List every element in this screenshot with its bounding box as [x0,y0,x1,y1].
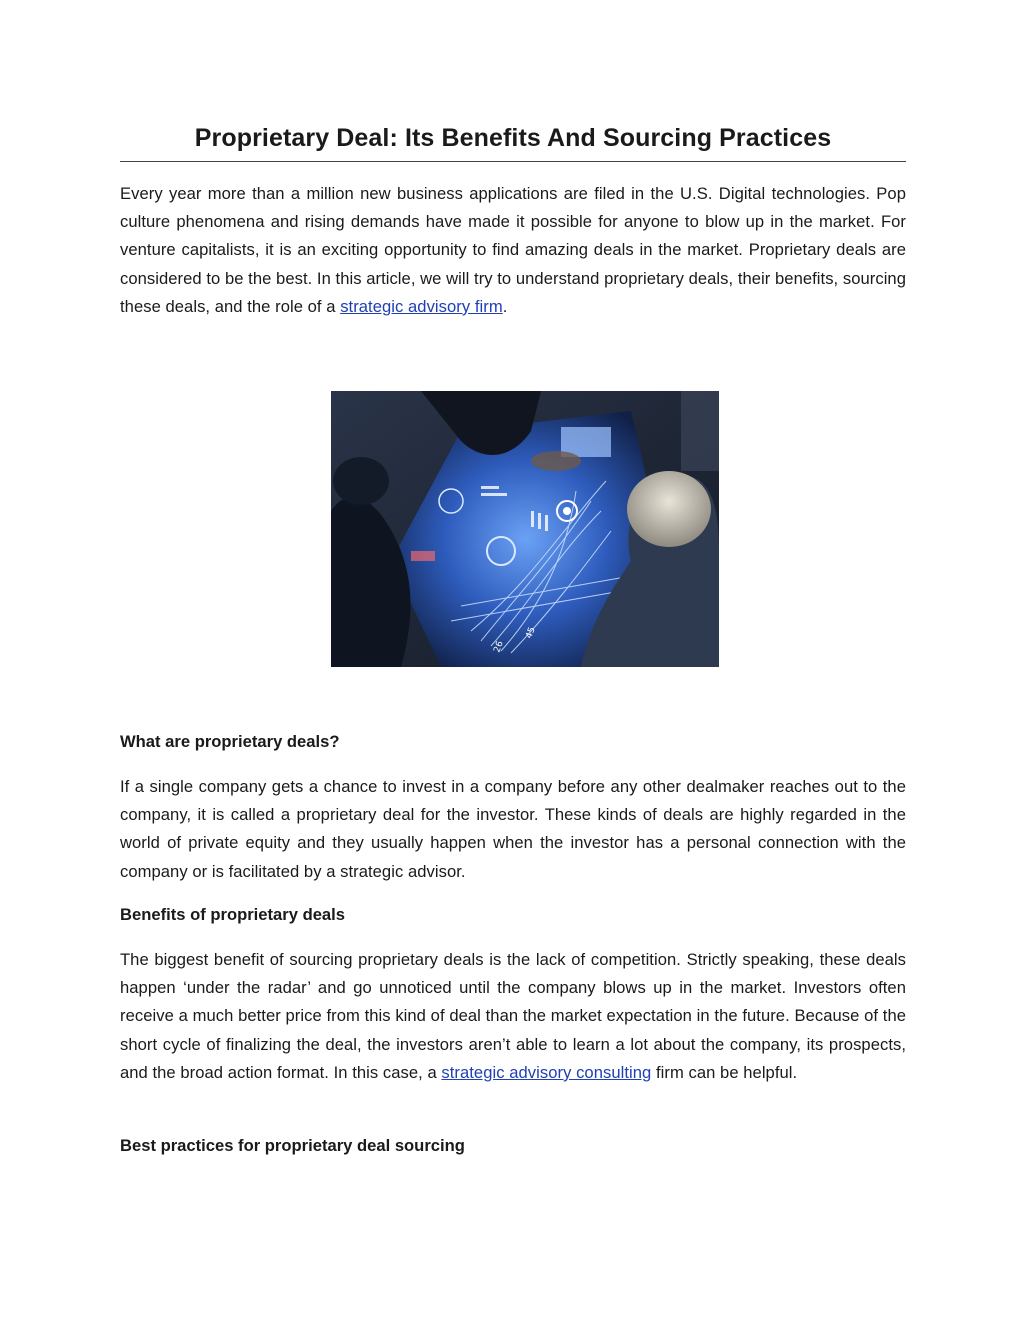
benefits-text: The biggest benefit of sourcing proprietary deals is the lack of competition. Strictly speaking, these deals happen ‘under the radar’ and go unnoticed until the company blows up in the market. Investors often receive a much better price from this kind of deal than the market expectation in the future. Because of the short cycle of finalizing the deal, the investors aren’t able to learn a lot about the company, its prospects, and the broad action format. In this case, a [120,950,906,1082]
table-number-26: 26 [492,639,506,655]
section-body [120,946,906,1087]
intro-text-end: . [502,296,508,316]
section-best-practices [120,1132,906,1160]
intro-paragraph [120,180,906,321]
section-what-are-proprietary-deals [120,728,906,886]
section-body: If a single company gets a chance to invest in a company before any other dealmaker reaches out to the company, it is called a proprietary deal for the investor. These kinds of deals are highly regarded in the world of private equity and they usually happen when the investor has a personal connection with the company or is facilitated by a strategic advisor. [120,777,906,881]
strategic-advisory-firm-link[interactable]: strategic advisory firm [340,296,503,316]
table-number-45: 45 [524,625,538,641]
benefits-text-end: firm can be helpful. [651,1062,798,1082]
article-image [331,391,719,667]
document-title: Proprietary Deal: Its Benefits And Sourcing Practices [120,118,906,162]
section-heading: What are proprietary deals? [120,732,340,751]
section-benefits [120,901,906,1087]
intro-text: Every year more than a million new business applications are filed in the U.S. Digital technologies. Pop culture phenomena and rising demands have made it possible for anyone to blow up in the market. For venture capitalists, it is an exciting opportunity to find amazing deals in the market. Proprietary deals are considered to be the best. In this article, we will try to understand proprietary deals, their benefits, sourcing these deals, and the role of a [120,184,906,316]
section-heading: Benefits of proprietary deals [120,905,345,924]
section-heading: Best practices for proprietary deal sourcing [120,1136,465,1155]
document-page [120,118,906,321]
strategic-advisory-consulting-link[interactable]: strategic advisory consulting [441,1062,652,1082]
